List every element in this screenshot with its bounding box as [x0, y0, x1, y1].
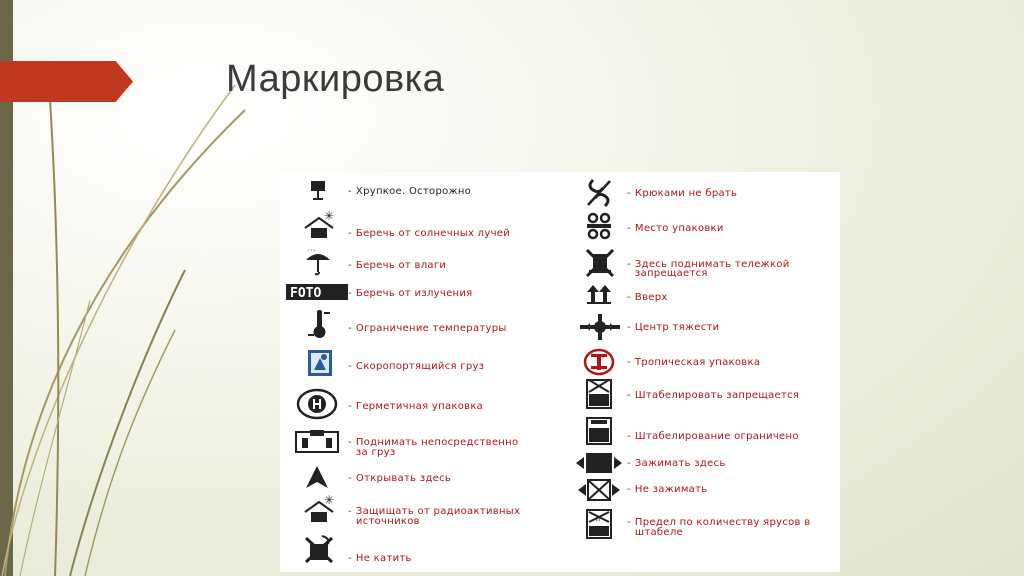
no-hooks-icon [585, 178, 613, 208]
thermometer-icon [306, 308, 334, 340]
open-here-icon [304, 464, 330, 490]
tropical-pack-icon [583, 348, 615, 376]
perishable-icon [308, 350, 332, 376]
hermetic-icon [296, 388, 338, 420]
this-way-up-icon [585, 284, 613, 304]
label-clamp-here: - Зажимать здесь [627, 458, 726, 469]
label-no-hooks: - Крюками не брать [627, 188, 738, 199]
markings-panel [280, 172, 840, 572]
center-of-gravity-icon [580, 314, 620, 340]
label-sling-here: - Место упаковки [627, 223, 724, 234]
sling-here-icon [585, 212, 613, 240]
label-stack-tiers: - Предел по количеству ярусов в штабеле [627, 517, 811, 538]
clamp-here-icon [576, 452, 622, 474]
label-no-stacking: - Штабелировать запрещается [627, 390, 800, 401]
label-sun: - Беречь от солнечных лучей [348, 228, 511, 239]
label-radioactive: - Защищать от радиоактивных источников [348, 506, 521, 527]
stacking-limit-icon [585, 416, 613, 446]
svg-text:✳: ✳ [324, 494, 335, 507]
no-stacking-icon [585, 378, 613, 410]
no-clamp-icon [578, 478, 620, 502]
label-temperature: - Ограничение температуры [348, 323, 507, 334]
label-hermetic: - Герметичная упаковка [348, 401, 484, 412]
label-lift-direct: - Поднимать непосредственно за груз [348, 437, 519, 458]
title-accent-arrow [0, 61, 133, 102]
svg-text:' ' ': ' ' ' [308, 250, 315, 256]
label-open-here: - Открывать здесь [348, 473, 452, 484]
stack-tiers-limit-icon [585, 508, 613, 540]
label-do-not-roll: - Не катить [348, 553, 412, 564]
label-tropical: - Тропическая упаковка [627, 357, 761, 368]
label-center-gravity: - Центр тяжести [627, 322, 720, 333]
label-stacking-limit: - Штабелирование ограничено [627, 431, 799, 442]
fragile-glass-icon [307, 180, 329, 202]
svg-text:FOTO: FOTO [290, 286, 322, 300]
do-not-roll-icon [302, 534, 336, 564]
svg-text:✳: ✳ [324, 210, 335, 223]
foto-icon [286, 284, 348, 300]
label-fragile: - Хрупкое. Осторожно [348, 186, 472, 197]
label-this-way-up: - Вверх [627, 292, 668, 303]
svg-text:n: n [596, 516, 600, 523]
keep-from-sun-icon [302, 210, 336, 242]
label-perishable: - Скоропортящийся груз [348, 361, 485, 372]
label-no-forklift: - Здесь поднимать тележкой запрещается [627, 259, 790, 279]
label-moisture: - Беречь от влаги [348, 260, 447, 271]
radioactive-protect-icon [302, 494, 336, 526]
no-forklift-icon [585, 248, 615, 278]
page-title: Маркировка [226, 58, 445, 100]
label-radiation: - Беречь от излучения [348, 288, 473, 299]
umbrella-icon [304, 248, 332, 276]
lift-direct-icon [292, 428, 342, 456]
label-no-clamp: - Не зажимать [627, 484, 708, 495]
